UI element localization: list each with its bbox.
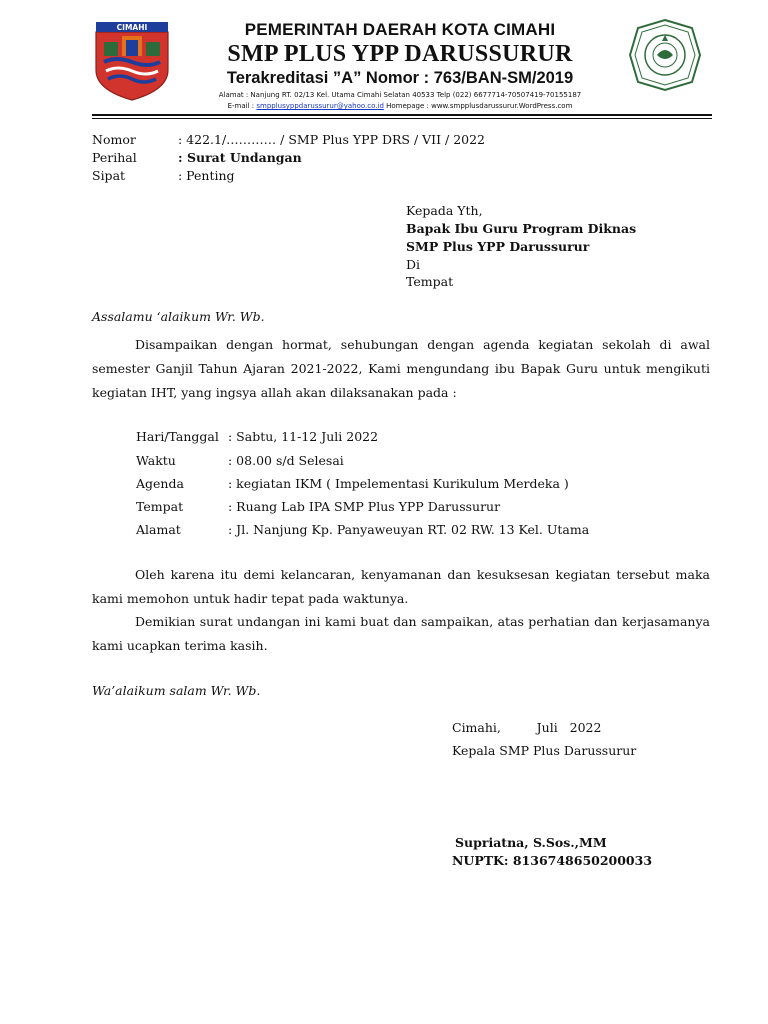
greeting: Assalamu ‘alaikum Wr. Wb. (92, 309, 265, 324)
homepage-url: www.smpplusdarussurur.WordPress.com (431, 102, 573, 110)
paragraph-text: Oleh karena itu demi kelancaran, kenyamanan dan kesuksesan kegiatan tersebut maka kami memohon untuk hadir tepat pada waktunya. (92, 567, 710, 606)
accreditation-line: Terakreditasi ”A” Nomor : 763/BAN-SM/2019 (226, 69, 574, 87)
recipient-line: Tempat (406, 274, 454, 289)
detail-label: Tempat (136, 499, 184, 514)
letterhead (180, 20, 620, 112)
cimahi-emblem-logo (92, 18, 172, 102)
meta-row-nomor (92, 131, 485, 149)
email-label: E-mail : (227, 102, 257, 110)
emblem-text: CIMAHI (116, 23, 148, 32)
detail-row (136, 498, 500, 516)
signature-place-date: Cimahi, Juli 2022 (452, 720, 602, 735)
body-paragraph (92, 333, 710, 405)
meta-label: Sipat (92, 168, 126, 183)
homepage-label: Homepage : (383, 102, 432, 110)
meta-row-sipat (92, 167, 235, 185)
body-paragraph (92, 610, 710, 658)
detail-value: : Sabtu, 11-12 Juli 2022 (228, 429, 379, 444)
detail-value: : 08.00 s/d Selesai (228, 453, 344, 468)
meta-value: : Surat Undangan (178, 150, 302, 165)
recipient-line: Bapak Ibu Guru Program Diknas (406, 221, 637, 236)
meta-value: : Penting (178, 168, 235, 183)
contact-line (180, 101, 620, 112)
meta-label: Nomor (92, 132, 136, 147)
detail-row (136, 452, 344, 470)
detail-value: : Ruang Lab IPA SMP Plus YPP Darussurur (228, 499, 501, 514)
paragraph-text: Demikian surat undangan ini kami buat dan sampaikan, atas perhatian dan kerjasamanya kami ucapkan terima kasih. (92, 614, 710, 653)
body-paragraph (92, 563, 710, 611)
letterhead-rule-thick (92, 114, 712, 116)
detail-value: : Jl. Nanjung Kp. Panyaweuyan RT. 02 RW. 13 Kel. Utama (228, 522, 590, 537)
paragraph-text: Disampaikan dengan hormat, sehubungan dengan agenda kegiatan sekolah di awal semester Ganjil Tahun Ajaran 2021-2022, Kami mengundang ibu Bapak Guru untuk mengikuti kegiatan IHT, yang ingsya allah akan dilaksanakan pada : (92, 337, 710, 400)
detail-label: Agenda (136, 476, 184, 491)
meta-label: Perihal (92, 150, 137, 165)
detail-row (136, 428, 378, 446)
email-link[interactable]: smpplusyppdarussurur@yahoo.co.id (256, 102, 384, 110)
government-name: PEMERINTAH DAERAH KOTA CIMAHI (244, 20, 556, 39)
closing-salutation: Wa’alaikum salam Wr. Wb. (92, 683, 261, 698)
meta-row-perihal (92, 149, 302, 167)
school-seal-logo (628, 18, 702, 92)
detail-value: : kegiatan IKM ( Impelementasi Kurikulum Merdeka ) (228, 476, 569, 491)
letterhead-rule-thin (92, 118, 712, 119)
signature-name: Supriatna, S.Sos.,MM (455, 835, 607, 850)
recipient-line: Di (406, 257, 421, 272)
address-line: Alamat : Nanjung RT. 02/13 Kel. Utama Cimahi Selatan 40533 Telp (022) 6677714-70507419-70155187 (218, 91, 582, 99)
meta-value: : 422.1/………… / SMP Plus YPP DRS / VII / 2022 (178, 132, 486, 147)
detail-label: Waktu (136, 453, 176, 468)
school-name: SMP PLUS YPP DARUSSURUR (227, 41, 573, 67)
recipient-line: Kepada Yth, (406, 203, 483, 218)
detail-row (136, 521, 589, 539)
signature-nuptk: NUPTK: 8136748650200033 (452, 853, 653, 868)
recipient-line: SMP Plus YPP Darussurur (406, 239, 590, 254)
signature-position: Kepala SMP Plus Darussurur (452, 743, 637, 758)
detail-label: Alamat (136, 522, 181, 537)
detail-label: Hari/Tanggal (136, 429, 219, 444)
detail-row (136, 475, 569, 493)
